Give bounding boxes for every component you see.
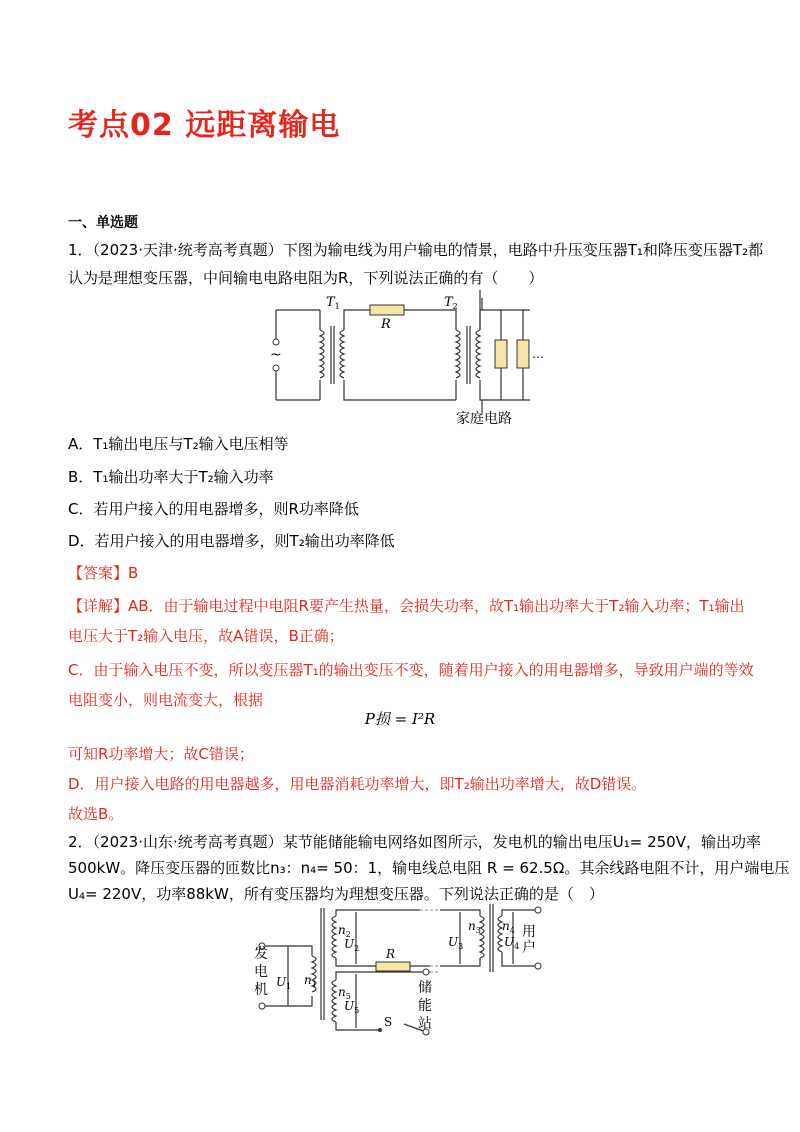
q2-generator-char3: 机 <box>254 982 268 998</box>
q1-stem-line2: 认为是理想变压器，中间输电电路电阻为R，下列说法正确的有（ ） <box>68 269 544 287</box>
page-title: 考点02 远距离输电 <box>68 108 341 143</box>
q1-load-1 <box>495 340 507 368</box>
q1-conclusion: 故选B。 <box>68 805 124 823</box>
q1-resistor-r <box>370 305 404 315</box>
q2-label-u1: $U_1$ <box>276 975 292 991</box>
q2-resistor-r <box>376 962 410 971</box>
q2-label-u5: $U_5$ <box>344 999 360 1015</box>
q1-detail-line4: 电阻变小，则电流变大，根据 <box>68 691 264 709</box>
q1-answer: 【答案】B <box>68 564 139 582</box>
q1-label-t2: $T_2$ <box>444 295 458 311</box>
q1-option-b: B．T₁输出功率大于T₂输入功率 <box>68 468 274 486</box>
q1-option-d: D．若用户接入的用电器增多，则T₂输出功率降低 <box>68 532 395 550</box>
q1-detail-line5: 可知R功率增大；故C错误； <box>68 745 254 763</box>
q1-stem-line1: 1．（2023·天津·统考高考真题）下图为输电线为用户输电的情景，电路中升压变压器T₁和降压变压器T₂都 <box>68 241 764 259</box>
q2-storage-char1: 储 <box>418 980 432 996</box>
q2-storage-char2: 能 <box>418 998 432 1014</box>
section-heading: 一、单选题 <box>68 215 138 231</box>
q2-label-s: S <box>384 1015 393 1029</box>
q2-generator-char2: 电 <box>254 964 268 980</box>
q2-label-u4: $U_4$ <box>504 935 520 951</box>
q1-formula: P损 = I²R <box>364 710 436 728</box>
q2-stem-line1: 2．（2023·山东·统考高考真题）某节能储能输电网络如图所示，发电机的输出电压U₁= 250V，输出功率 <box>68 833 761 851</box>
q2-user-char1: 用 <box>522 924 536 940</box>
q2-label-n4: $n_4$ <box>502 919 515 935</box>
q2-circuit-figure <box>250 900 560 1040</box>
q1-caption: 家庭电路 <box>456 411 512 427</box>
q1-terminal-top <box>273 339 279 345</box>
q2-stem-line2: 500kW。降压变压器的匝数比n₃：n₄= 50：1，输电线总电阻 R = 62.5Ω。其余线路电阻不计，用户端电压 <box>68 859 790 877</box>
q2-label-n1: $n_1$ <box>304 973 317 989</box>
q1-dots: … <box>532 347 544 361</box>
q2-storage-char3: 站 <box>418 1016 432 1032</box>
q1-ac-symbol: ~ <box>270 347 282 363</box>
q2-user-char2: 户 <box>522 940 536 956</box>
q2-label-n5: $n_5$ <box>338 985 351 1001</box>
q1-detail-line6: D．用户接入电路的用电器越多，用电器消耗功率增大，即T₂输出功率增大，故D错误。 <box>68 775 647 793</box>
q1-detail-line2: 电压大于T₂输入电压，故A错误，B正确； <box>68 627 344 645</box>
q1-option-c: C．若用户接入的用电器增多，则R功率降低 <box>68 500 359 518</box>
q1-terminal-bottom <box>273 365 279 371</box>
q2-label-n2: $n_2$ <box>338 923 351 939</box>
q2-label-u3: $U_3$ <box>448 935 464 951</box>
q1-detail-line3: C．由于输入电压不变，所以变压器T₁的输出变压不变，随着用户接入的用电器增多，导致用户端的等效 <box>68 661 754 679</box>
q1-circuit-figure <box>260 290 544 430</box>
q1-label-t1: $T_1$ <box>326 295 340 311</box>
q1-load-2 <box>517 340 529 368</box>
q2-stem-line3: U₄= 220V，功率88kW，所有变压器均为理想变压器。下列说法正确的是（ ） <box>68 885 604 903</box>
q1-option-a: A．T₁输出电压与T₂输入电压相等 <box>68 435 289 453</box>
q2-label-r: R <box>386 947 396 961</box>
q2-label-n3: $n_3$ <box>468 919 481 935</box>
q1-label-r: R <box>381 317 391 332</box>
q1-detail-line1: 【详解】AB．由于输电过程中电阻R要产生热量，会损失功率，故T₁输出功率大于T₂输入功率；T₁输出 <box>68 597 745 615</box>
q2-label-u2: $U_2$ <box>344 937 360 953</box>
q2-generator-char1: 发 <box>254 946 268 962</box>
